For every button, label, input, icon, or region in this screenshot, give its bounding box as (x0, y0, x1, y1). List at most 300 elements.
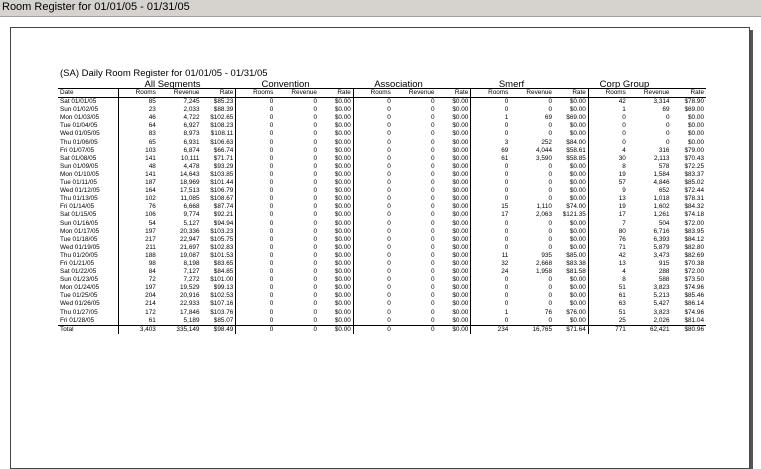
table-cell: 252 (541, 138, 552, 146)
table-row (58, 171, 706, 179)
table-cell: $70.38 (684, 259, 704, 267)
table-cell: 0 (236, 284, 276, 292)
table-cell: 0 (236, 317, 276, 326)
table-row (58, 284, 706, 292)
table-cell: 0 (430, 130, 435, 138)
table-cell: $0.00 (334, 292, 351, 300)
row-label: Thu 01/20/05 (60, 251, 98, 259)
table-cell: $0.00 (452, 122, 469, 130)
table-cell: $83.95 (684, 227, 704, 235)
row-label: Thu 01/27/05 (60, 308, 98, 316)
table-cell: 0 (313, 154, 317, 162)
table-cell: 0 (430, 106, 435, 114)
table-cell: 24 (471, 268, 511, 276)
table-cell: 13 (588, 260, 628, 268)
column-header-revenue: Revenue (628, 89, 672, 98)
table-cell: 1 (588, 106, 628, 114)
table-cell: $0.00 (334, 154, 351, 162)
column-header-rate: Rate (202, 89, 236, 98)
table-cell: 0 (236, 268, 276, 276)
table-cell: 4,044 (536, 146, 552, 154)
row-label: Tue 01/18/05 (60, 235, 98, 243)
table-cell: 0 (313, 146, 317, 154)
table-cell: 51 (588, 284, 628, 292)
row-label: Fri 01/07/05 (60, 146, 95, 154)
table-cell: 69 (471, 147, 511, 155)
table-cell: $73.50 (684, 276, 704, 284)
table-cell: 10,111 (180, 154, 200, 162)
table-row (58, 228, 706, 236)
table-cell: 0 (313, 235, 317, 243)
table-cell: 3,590 (536, 154, 552, 162)
table-cell: $0.00 (569, 122, 586, 130)
table-cell: $71.64 (554, 325, 588, 334)
table-cell: $72.44 (684, 187, 704, 195)
table-cell: 61 (588, 292, 628, 300)
row-label: Sun 01/16/05 (60, 219, 99, 227)
table-cell: 0 (313, 195, 317, 203)
table-cell: 915 (658, 259, 670, 267)
table-cell: 8,198 (183, 259, 200, 267)
table-cell: 30 (588, 155, 628, 163)
table-cell: 0 (236, 325, 276, 334)
table-cell: 0 (430, 98, 435, 106)
table-cell: $79.00 (684, 146, 704, 154)
table-cell: 0 (430, 251, 435, 259)
table-cell: 0 (548, 235, 552, 243)
table-cell: $0.00 (569, 106, 586, 114)
table-cell: 6,927 (183, 122, 200, 130)
table-cell: $0.00 (452, 219, 469, 227)
row-label: Sun 01/02/05 (60, 106, 99, 114)
table-cell: 0 (588, 114, 628, 122)
table-cell: 0 (313, 98, 317, 106)
table-cell: 3,473 (653, 251, 670, 259)
table-row (58, 155, 706, 163)
table-cell: 15 (471, 203, 511, 211)
table-cell: 0 (430, 187, 435, 195)
table-cell: $72.25 (684, 162, 704, 170)
table-cell: 0 (430, 243, 435, 251)
table-cell: 0 (353, 300, 393, 308)
table-cell: 316 (658, 146, 670, 154)
table-cell: 85 (118, 98, 158, 107)
table-cell: 0 (548, 219, 552, 227)
row-label: Mon 01/03/05 (60, 114, 100, 122)
table-cell: 0 (353, 317, 393, 326)
table-cell: 17 (471, 211, 511, 219)
table-row (58, 211, 706, 219)
table-cell: 0 (548, 300, 552, 308)
table-cell: $66.74 (213, 146, 234, 154)
table-cell: $76.00 (566, 308, 586, 316)
table-cell: 0 (236, 211, 276, 219)
table-cell: 0 (430, 268, 435, 276)
table-cell: $87.74 (213, 203, 234, 211)
table-cell: 0 (353, 155, 393, 163)
table-cell: 141 (118, 171, 158, 179)
table-cell: 42 (588, 98, 628, 107)
table-cell: $98.49 (202, 325, 236, 334)
table-row (58, 195, 706, 203)
table-cell: 588 (658, 276, 670, 284)
table-row (58, 147, 706, 155)
table-cell: $58.85 (566, 154, 586, 162)
table-cell: 46 (118, 114, 158, 122)
table-cell: $0.00 (688, 130, 704, 138)
table-cell: 1 (471, 114, 511, 122)
table-cell: $0.00 (569, 130, 586, 138)
table-cell: 0 (353, 195, 393, 203)
segment-header-corp-group: Corp Group (599, 79, 650, 90)
row-label: Wed 01/05/05 (60, 130, 100, 138)
table-row (58, 252, 706, 260)
table-cell: $107.16 (210, 300, 234, 308)
table-cell: 0 (548, 243, 552, 251)
table-cell: 11,085 (180, 195, 200, 203)
table-cell: 83 (118, 130, 158, 138)
table-cell: 0 (471, 187, 511, 195)
table-cell: $0.00 (334, 106, 351, 114)
table-cell: $83.65 (213, 259, 234, 267)
table-cell: 19,087 (179, 251, 200, 259)
table-cell: 0 (548, 276, 552, 284)
table-cell: 16,765 (510, 325, 554, 334)
table-cell: 0 (430, 114, 435, 122)
table-cell: $0.00 (334, 259, 351, 267)
row-label: Tue 01/11/05 (60, 179, 97, 187)
table-cell: $0.00 (334, 146, 351, 154)
row-label: Sat 01/15/05 (60, 211, 97, 219)
column-header-rate: Rate (437, 89, 471, 98)
table-cell: 0 (471, 122, 511, 130)
table-cell: 0 (236, 122, 276, 130)
table-cell: $78.90 (684, 98, 704, 106)
table-cell: 0 (353, 284, 393, 292)
table-cell: $0.00 (452, 130, 469, 138)
table-cell: 0 (236, 171, 276, 179)
table-cell: 0 (471, 163, 511, 171)
table-cell: $0.00 (319, 325, 353, 334)
table-cell: 72 (118, 276, 158, 284)
table-cell: $84.85 (213, 268, 234, 276)
window-titlebar[interactable] (0, 0, 761, 17)
table-cell: 3,403 (118, 325, 158, 334)
table-cell: 71 (588, 244, 628, 252)
table-cell: $82.69 (684, 251, 704, 259)
table-cell: 0 (471, 106, 511, 114)
row-label: Thu 01/06/05 (60, 138, 98, 146)
table-cell: 61 (471, 155, 511, 163)
column-header-rate: Rate (554, 89, 588, 98)
table-cell: 335,149 (158, 325, 202, 334)
table-cell: 0 (548, 106, 552, 114)
row-label: Thu 01/13/05 (60, 195, 98, 203)
table-cell: 0 (236, 163, 276, 171)
table-cell: 1 (471, 309, 511, 317)
table-cell: 0 (236, 147, 276, 155)
table-cell: 0 (548, 187, 552, 195)
table-cell: 1,602 (653, 203, 670, 211)
table-cell: $0.00 (334, 114, 351, 122)
table-cell: $0.00 (569, 235, 586, 243)
table-cell: 61 (118, 317, 158, 326)
table-cell: 0 (548, 195, 552, 203)
table-cell: $108.67 (210, 195, 234, 203)
table-cell: 0 (236, 114, 276, 122)
table-cell: 0 (236, 98, 276, 107)
table-cell: $78.31 (684, 195, 704, 203)
table-cell: 0 (471, 236, 511, 244)
table-row (58, 114, 706, 122)
table-cell: $0.00 (569, 179, 586, 187)
table-cell: $102.65 (210, 114, 234, 122)
table-cell: 5,189 (158, 317, 202, 326)
table-cell: 0 (353, 220, 393, 228)
row-label: Wed 01/19/05 (60, 243, 100, 251)
table-cell: 187 (118, 179, 158, 187)
table-row (58, 106, 706, 114)
table-cell: 0 (353, 187, 393, 195)
table-cell: 0 (471, 228, 511, 236)
table-cell: 217 (118, 236, 158, 244)
table-cell: 0 (236, 252, 276, 260)
table-cell: 22,933 (179, 300, 200, 308)
column-header-rooms: Rooms (588, 89, 628, 98)
column-header-revenue: Revenue (275, 89, 319, 98)
table-cell: 0 (393, 317, 437, 326)
table-cell: 0 (353, 276, 393, 284)
table-cell: $0.00 (334, 211, 351, 219)
table-cell: $0.00 (452, 227, 469, 235)
table-cell: 164 (118, 187, 158, 195)
table-cell: 22,947 (179, 235, 200, 243)
table-cell: 0 (236, 179, 276, 187)
table-cell: 0 (313, 106, 317, 114)
table-cell: $0.00 (569, 243, 586, 251)
table-cell: 0 (471, 171, 511, 179)
column-header-date: Date (58, 89, 118, 98)
column-header-rate: Rate (319, 89, 353, 98)
table-row (58, 122, 706, 130)
table-cell: 0 (353, 252, 393, 260)
table-cell: $103.85 (210, 170, 234, 178)
table-row (58, 203, 706, 211)
table-cell: 0 (236, 300, 276, 308)
table-cell: 0 (353, 114, 393, 122)
row-label: Tue 01/25/05 (60, 292, 98, 300)
table-cell: 0 (471, 292, 511, 300)
table-cell: $84.12 (684, 235, 704, 243)
table-cell: 0 (236, 228, 276, 236)
table-cell: 0 (548, 179, 552, 187)
window-title: Room Register for 01/01/05 - 01/31/05 (2, 1, 190, 13)
table-cell: 0 (313, 187, 317, 195)
table-cell: 11 (471, 252, 511, 260)
table-cell: 188 (118, 252, 158, 260)
table-cell: 935 (541, 251, 552, 259)
report-title: (SA) Daily Room Register for 01/01/05 - 01/31/05 (60, 68, 268, 79)
table-cell: 0 (665, 114, 670, 122)
table-cell: 0 (353, 122, 393, 130)
table-cell: $0.00 (569, 219, 586, 227)
table-cell: 0 (236, 130, 276, 138)
table-cell: 64 (118, 122, 158, 130)
table-cell: 288 (658, 268, 670, 276)
table-cell: $93.29 (213, 162, 234, 170)
table-cell: 0 (236, 292, 276, 300)
row-label: Mon 01/17/05 (60, 227, 100, 235)
table-row (58, 220, 706, 228)
table-cell: 20,916 (179, 292, 200, 300)
table-cell: 0 (548, 170, 552, 178)
table-cell: 7 (588, 220, 628, 228)
table-cell: 7,245 (183, 98, 200, 106)
table-cell: $0.00 (319, 317, 353, 326)
table-cell: $103.76 (210, 308, 234, 316)
row-label: Sat 01/08/05 (60, 154, 97, 162)
table-cell: 17,846 (179, 308, 200, 316)
table-cell: $0.00 (554, 317, 588, 326)
column-header-row (58, 89, 706, 98)
table-cell: 0 (471, 300, 511, 308)
table-cell: 8 (588, 163, 628, 171)
table-cell: $69.00 (684, 106, 704, 114)
table-cell: 1,018 (653, 195, 670, 203)
table-cell: 0 (430, 227, 435, 235)
table-cell: $85.00 (566, 251, 586, 259)
table-cell: $101.44 (210, 179, 234, 187)
table-cell: 103 (118, 147, 158, 155)
column-header-revenue: Revenue (510, 89, 554, 98)
table-cell: 0 (313, 114, 317, 122)
table-cell: $0.00 (334, 276, 351, 284)
table-cell: 0 (353, 292, 393, 300)
table-cell: 0 (313, 203, 317, 211)
table-cell: $0.00 (452, 268, 469, 276)
table-cell: $92.21 (213, 211, 234, 219)
table-cell: 23 (118, 106, 158, 114)
table-cell: $0.00 (452, 235, 469, 243)
table-row (58, 309, 706, 317)
table-cell: $121.35 (562, 211, 586, 219)
table-cell: $0.00 (452, 179, 469, 187)
table-cell: $0.00 (334, 98, 351, 106)
table-cell: $106.79 (210, 187, 234, 195)
table-cell: 0 (353, 236, 393, 244)
table-cell: 0 (313, 268, 317, 276)
table-cell: 98 (118, 260, 158, 268)
table-cell: $0.00 (569, 187, 586, 195)
row-label: Mon 01/24/05 (60, 284, 100, 292)
table-cell: 62,421 (628, 325, 672, 334)
table-cell: 6,931 (183, 138, 200, 146)
row-label: Tue 01/04/05 (60, 122, 98, 130)
table-cell: 0 (313, 251, 317, 259)
row-label: Fri 01/14/05 (60, 203, 95, 211)
table-cell: 0 (430, 284, 435, 292)
table-cell: 0 (275, 317, 319, 326)
table-cell: 2,113 (653, 154, 670, 162)
table-cell: $106.63 (210, 138, 234, 146)
table-row (58, 163, 706, 171)
table-cell: $83.37 (684, 170, 704, 178)
table-cell: $74.96 (684, 308, 704, 316)
table-row (58, 187, 706, 195)
table-cell: 102 (118, 195, 158, 203)
table-cell: $70.43 (684, 154, 704, 162)
table-cell: $0.00 (569, 227, 586, 235)
table-cell: $0.00 (334, 243, 351, 251)
column-header-rooms: Rooms (118, 89, 158, 98)
table-cell: $0.00 (334, 130, 351, 138)
table-cell: 0 (430, 195, 435, 203)
table-cell: $0.00 (452, 292, 469, 300)
table-cell: 0 (353, 139, 393, 147)
table-cell: 9 (588, 187, 628, 195)
table-cell: 504 (658, 219, 670, 227)
table-cell: 0 (353, 106, 393, 114)
table-cell: 0 (313, 292, 317, 300)
table-cell: 5,127 (183, 219, 200, 227)
table-cell: 6,668 (183, 203, 200, 211)
table-cell: 0 (313, 243, 317, 251)
table-cell: 57 (588, 179, 628, 187)
table-cell: 0 (471, 130, 511, 138)
table-cell: $0.00 (569, 292, 586, 300)
table-cell: 0 (471, 284, 511, 292)
table-cell: 0 (430, 162, 435, 170)
table-cell: $0.00 (334, 284, 351, 292)
table-row (58, 268, 706, 276)
table-cell: 0 (430, 203, 435, 211)
table-cell: 0 (236, 244, 276, 252)
table-cell: $72.00 (684, 219, 704, 227)
table-cell: 0 (430, 276, 435, 284)
row-label: Total (58, 325, 118, 334)
table-cell: $99.13 (213, 284, 234, 292)
table-cell: 0 (471, 179, 511, 187)
table-cell: 0 (353, 244, 393, 252)
table-cell: $86.14 (684, 300, 704, 308)
table-cell: 17 (588, 211, 628, 219)
table-cell: $101.00 (210, 276, 234, 284)
table-cell: $0.00 (452, 170, 469, 178)
table-cell: $0.00 (452, 211, 469, 219)
table-cell: 21,697 (179, 243, 200, 251)
table-cell: 8,973 (183, 130, 200, 138)
table-cell: 8 (588, 276, 628, 284)
row-label: Sun 01/09/05 (60, 162, 99, 170)
table-cell: 4 (588, 268, 628, 276)
table-cell: 0 (236, 276, 276, 284)
table-cell: 4,722 (183, 114, 200, 122)
table-cell: 652 (658, 187, 670, 195)
table-cell: 9,774 (183, 211, 200, 219)
table-cell: $0.00 (452, 146, 469, 154)
table-cell: $0.00 (334, 268, 351, 276)
table-cell: $0.00 (437, 317, 471, 326)
table-cell: 0 (353, 211, 393, 219)
table-cell: 19,529 (179, 284, 200, 292)
table-cell: 0 (313, 276, 317, 284)
table-cell: 0 (353, 268, 393, 276)
table-cell: 0 (548, 292, 552, 300)
table-cell: 1,261 (653, 211, 670, 219)
table-cell: $69.00 (566, 114, 586, 122)
table-cell: 172 (118, 309, 158, 317)
table-cell: 1,584 (653, 170, 670, 178)
